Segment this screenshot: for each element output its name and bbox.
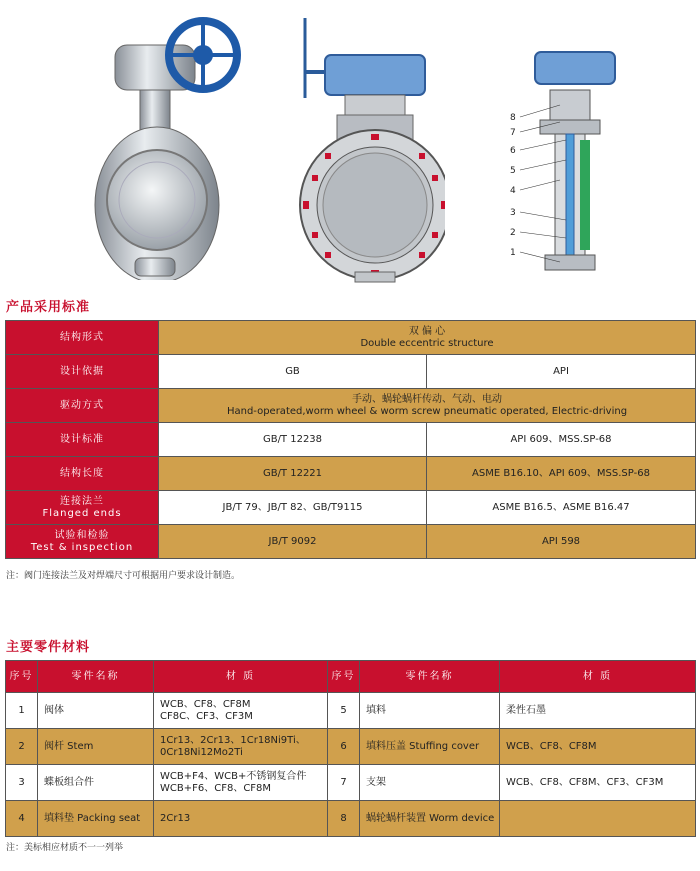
header-material: 材 质: [500, 661, 696, 693]
part-number-label: 6: [510, 146, 516, 156]
row-no: 8: [328, 801, 360, 837]
material: 2Cr13: [154, 801, 328, 837]
row-value-api: API 598: [427, 525, 696, 559]
part-name: 支架: [360, 765, 500, 801]
standards-row: [6, 389, 696, 423]
row-no: 4: [6, 801, 38, 837]
header-material: 材 质: [154, 661, 328, 693]
materials-row: [6, 693, 696, 729]
row-value: 手动、蜗轮蜗杆传动、气动、电动 Hand-operated,worm wheel & worm screw pneumatic operated, Electric-driving: [159, 389, 696, 423]
material: [500, 801, 696, 837]
row-label: 设计依据: [6, 355, 159, 389]
row-value-gb: JB/T 9092: [159, 525, 427, 559]
part-number-label: 4: [510, 186, 516, 196]
standards-row: [6, 355, 696, 389]
row-label: 设计标准: [6, 423, 159, 457]
part-number-label: 3: [510, 208, 516, 218]
part-number-label: 7: [510, 128, 516, 138]
part-number-label: 1: [510, 248, 516, 258]
standards-row: [6, 321, 696, 355]
row-value-api: ASME B16.10、API 609、MSS.SP-68: [427, 457, 696, 491]
valve-front-view-drawing: [285, 10, 445, 285]
part-number-label: 8: [510, 113, 516, 123]
materials-table: [5, 660, 696, 837]
valve-photo: [85, 10, 265, 280]
part-number-label: 2: [510, 228, 516, 238]
materials-row: [6, 801, 696, 837]
row-no: 6: [328, 729, 360, 765]
header-no: 序号: [6, 661, 38, 693]
materials-note: 注：美标相应材质不一一列举: [6, 843, 124, 853]
row-value-gb: JB/T 79、JB/T 82、GB/T9115: [159, 491, 427, 525]
part-name: 填料压盖 Stuffing cover: [360, 729, 500, 765]
material: WCB、CF8、CF8M、CF3、CF3M: [500, 765, 696, 801]
part-name: 阀体: [38, 693, 154, 729]
row-value-gb: GB/T 12221: [159, 457, 427, 491]
material: 1Cr13、2Cr13、1Cr18Ni9Ti、 0Cr18Ni12Mo2Ti: [154, 729, 328, 765]
materials-row: [6, 765, 696, 801]
part-name: 填料垫 Packing seat: [38, 801, 154, 837]
row-no: 2: [6, 729, 38, 765]
row-value-gb: GB: [159, 355, 427, 389]
part-name: 填料: [360, 693, 500, 729]
row-no: 3: [6, 765, 38, 801]
part-name: 蝶板组合件: [38, 765, 154, 801]
row-label: 结构长度: [6, 457, 159, 491]
part-number-label: 5: [510, 166, 516, 176]
material: WCB、CF8、CF8M: [500, 729, 696, 765]
material: WCB+F4、WCB+不锈钢复合件 WCB+F6、CF8、CF8M: [154, 765, 328, 801]
standards-section-title: 产品采用标准: [6, 300, 91, 315]
materials-section-title: 主要零件材料: [6, 640, 91, 655]
row-label: 连接法兰 Flanged ends: [6, 491, 159, 525]
row-value-api: API 609、MSS.SP-68: [427, 423, 696, 457]
header-part-name: 零件名称: [360, 661, 500, 693]
standards-row: [6, 491, 696, 525]
material: 柔性石墨: [500, 693, 696, 729]
row-value-gb: GB/T 12238: [159, 423, 427, 457]
row-value-api: API: [427, 355, 696, 389]
standards-row: [6, 525, 696, 559]
row-label: 结构形式: [6, 321, 159, 355]
header-no: 序号: [328, 661, 360, 693]
header-part-name: 零件名称: [38, 661, 154, 693]
row-no: 5: [328, 693, 360, 729]
standards-table: [5, 320, 696, 559]
standards-row: [6, 457, 696, 491]
standards-row: [6, 423, 696, 457]
standards-note: 注：阀门连接法兰及对焊端尺寸可根据用户要求设计制造。: [6, 571, 241, 581]
part-name: 阀杆 Stem: [38, 729, 154, 765]
row-no: 1: [6, 693, 38, 729]
materials-row: [6, 729, 696, 765]
material: WCB、CF8、CF8M CF8C、CF3、CF3M: [154, 693, 328, 729]
part-name: 蜗轮蜗杆装置 Worm device: [360, 801, 500, 837]
row-label: 驱动方式: [6, 389, 159, 423]
row-value-api: ASME B16.5、ASME B16.47: [427, 491, 696, 525]
row-label: 试验和检验 Test & inspection: [6, 525, 159, 559]
row-value: 双 偏 心 Double eccentric structure: [159, 321, 696, 355]
valve-section-drawing: [500, 40, 620, 275]
materials-header-row: [6, 661, 696, 693]
row-no: 7: [328, 765, 360, 801]
